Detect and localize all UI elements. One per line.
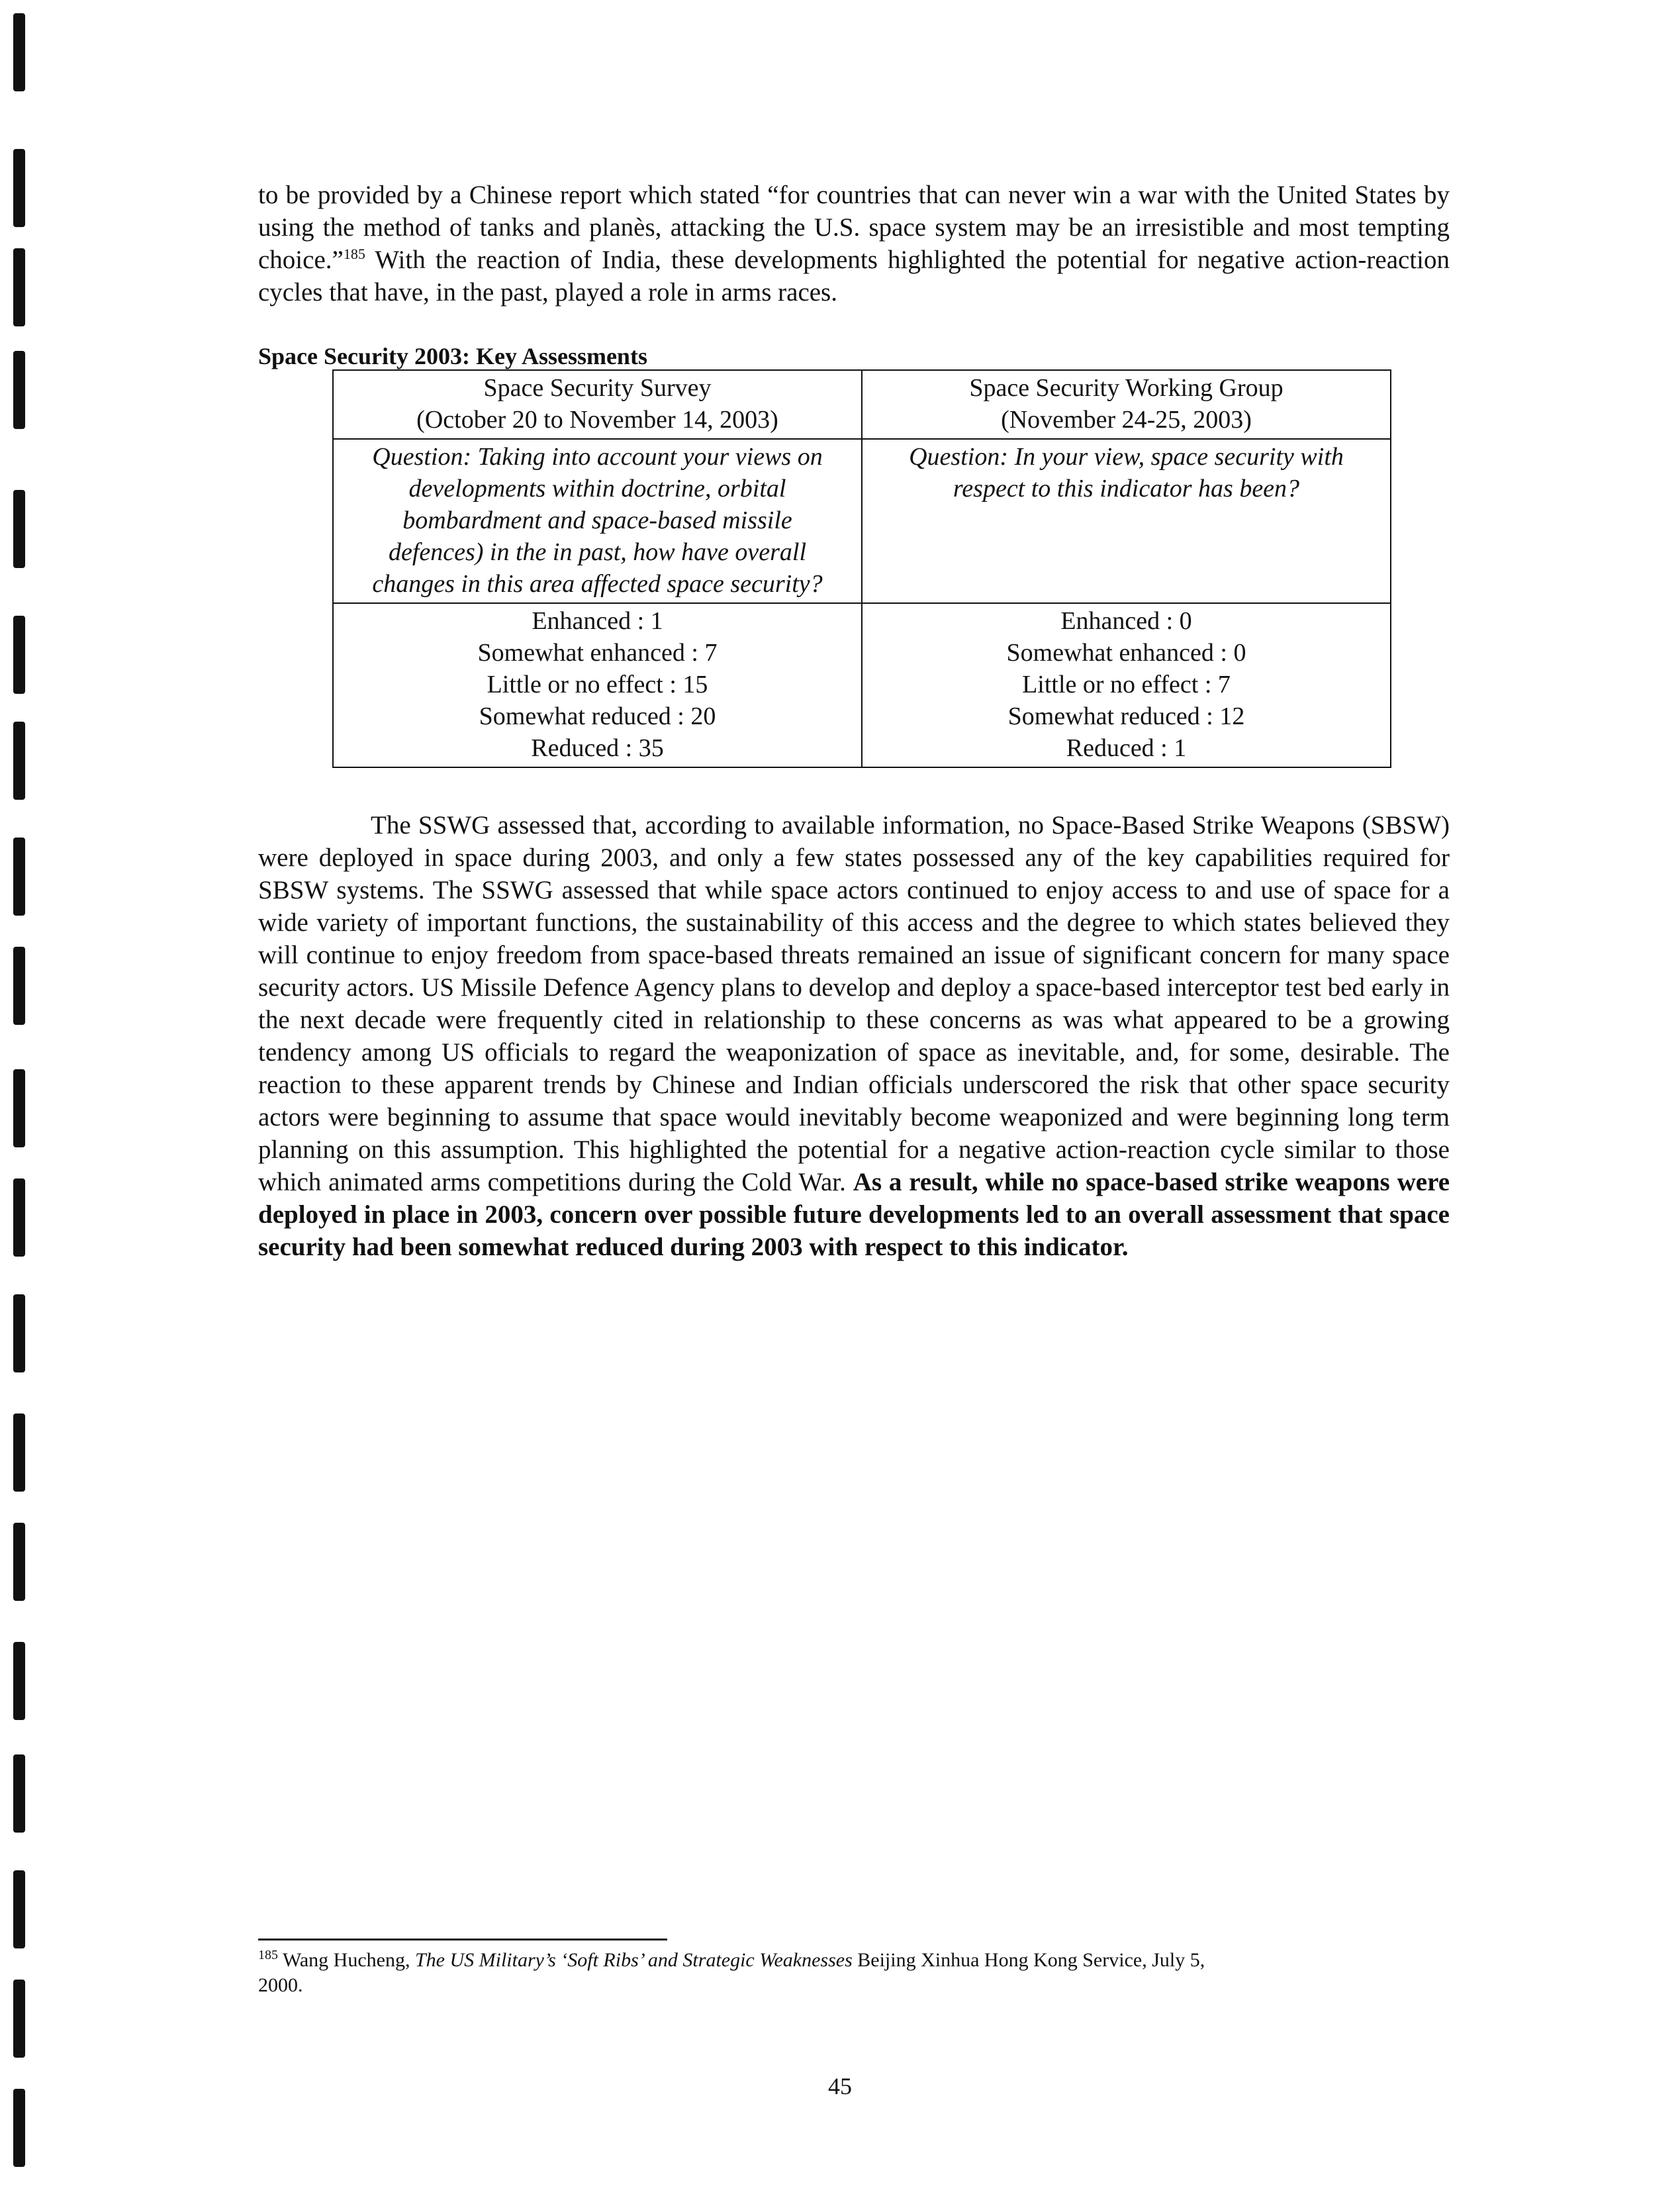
footnote-reference[interactable]: 185 — [343, 246, 365, 262]
binder-mark — [13, 1178, 25, 1257]
binder-mark — [13, 1754, 25, 1833]
working-group-results-cell — [862, 603, 1391, 767]
result-little-or-no-effect: Little or no effect : 7 — [1022, 671, 1231, 698]
paragraph-text: to be provided by a Chinese report which stated “for countries that can never win a war with the United States by using the method of tanks and planès, attacking the U.S. space system may be an irresistible and most tempting choice.” — [258, 181, 1450, 274]
footnote-185 — [258, 1948, 1251, 1998]
result-little-or-no-effect: Little or no effect : 15 — [487, 671, 708, 698]
result-somewhat-reduced: Somewhat reduced : 12 — [1007, 702, 1245, 730]
result-somewhat-enhanced: Somewhat enhanced : 0 — [1006, 639, 1246, 667]
result-reduced: Reduced : 35 — [531, 734, 664, 762]
binder-mark — [13, 947, 25, 1025]
binder-mark — [13, 1069, 25, 1147]
binder-mark — [13, 351, 25, 429]
footnote-title: The US Military’s ‘Soft Ribs’ and Strategic Weaknesses — [414, 1949, 853, 1971]
binder-mark — [13, 490, 25, 568]
paragraph-chinese-report — [258, 179, 1450, 309]
binder-mark — [13, 2089, 25, 2167]
survey-header-cell — [333, 370, 862, 439]
binder-mark — [13, 1294, 25, 1372]
survey-results-cell — [333, 603, 862, 767]
survey-header-title: Space Security Survey — [483, 374, 712, 402]
binder-mark — [13, 1870, 25, 1948]
paragraph-text: The SSWG assessed that, according to available information, no Space-Based Strike Weapons (SBSW) were deployed in space during 2003, and only a few states possessed any of the key capabilities required for SBSW systems. The SSWG assessed that while space actors continued to enjoy access to and use of space for a wide variety of important functions, the sustainability of this access and the degree to which states believed they will continue to enjoy freedom from space-based threats remained an issue of significant concern for many space security actors. US Missile Defence Agency plans to develop and deploy a space-based interceptor test bed early in the next decade were frequently cited in relationship to these concerns as was what appeared to be a growing tendency among US officials to regard the weaponization of space as inevitable, and, for some, desirable. The reaction to these apparent trends by Chinese and Indian officials underscored the risk that other space security actors were beginning to assume that space would inevitably become weaponized and were beginning long term planning on this assumption. This highlighted the potential for a negative action-reaction cycle similar to those which animated arms competitions during the Cold War. — [258, 811, 1450, 1196]
result-enhanced: Enhanced : 0 — [1060, 607, 1192, 635]
footnote-separator — [258, 1939, 667, 1940]
paragraph-text: With the reaction of India, these developments highlighted the potential for negative action-reaction cycles that have, in the past, played a role in arms races. — [258, 246, 1450, 307]
working-group-header-dates: (November 24-25, 2003) — [1001, 406, 1252, 434]
page-content — [258, 179, 1450, 1263]
page-number: 45 — [828, 2073, 852, 2099]
footnote-source: Beijing Xinhua Hong Kong Service, July 5, 2000. — [258, 1949, 1205, 1996]
working-group-question-cell: Question: In your view, space security with respect to this indicator has been? — [862, 439, 1391, 603]
binder-mark — [13, 1980, 25, 2058]
binder-mark — [13, 1642, 25, 1720]
binder-mark — [13, 13, 25, 91]
paragraph-sswg-assessment — [258, 809, 1450, 1263]
table-question-row — [333, 439, 1391, 603]
working-group-header-cell — [862, 370, 1391, 439]
result-somewhat-reduced: Somewhat reduced : 20 — [479, 702, 716, 730]
working-group-header-title: Space Security Working Group — [969, 374, 1283, 402]
binder-mark — [13, 248, 25, 326]
key-assessments-table — [332, 369, 1391, 768]
binder-mark — [13, 149, 25, 227]
binder-mark — [13, 722, 25, 800]
footnote-author: Wang Hucheng, — [278, 1949, 415, 1971]
binder-margin — [0, 0, 40, 2204]
binder-mark — [13, 1413, 25, 1492]
survey-question-cell: Question: Taking into account your views on developments within doctrine, orbital bombardment and space-based missile defences) in the in past, how have overall changes in this area affected space security? — [333, 439, 862, 603]
table-results-row — [333, 603, 1391, 767]
binder-mark — [13, 1523, 25, 1601]
binder-mark — [13, 838, 25, 916]
table-header-row — [333, 370, 1391, 439]
assessment-conclusion: As a result, while no space-based strike weapons were deployed in place in 2003, concern over possible future developments led to an overall assessment that space security had been somewhat reduced during 2003 with respect to this indicator. — [258, 1168, 1450, 1261]
result-enhanced: Enhanced : 1 — [532, 607, 663, 635]
table-title: Space Security 2003: Key Assessments — [258, 343, 647, 369]
result-reduced: Reduced : 1 — [1066, 734, 1187, 762]
result-somewhat-enhanced: Somewhat enhanced : 7 — [477, 639, 718, 667]
footnote-number: 185 — [258, 1948, 278, 1962]
survey-header-dates: (October 20 to November 14, 2003) — [416, 406, 778, 434]
binder-mark — [13, 616, 25, 694]
